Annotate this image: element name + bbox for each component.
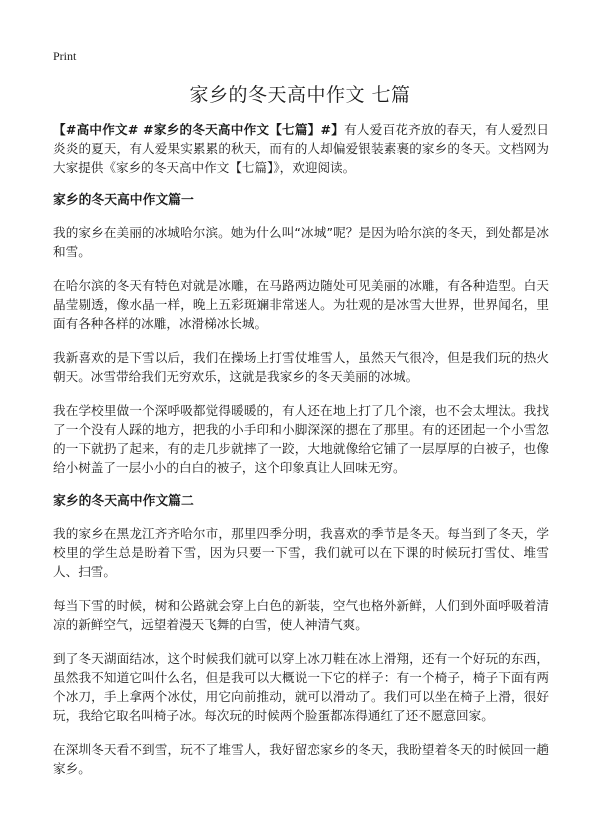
intro-paragraph bbox=[53, 120, 549, 177]
article-body bbox=[53, 120, 549, 793]
paragraph: 我的家乡在美丽的冰城哈尔滨。她为什么叫“冰城”呢？是因为哈尔滨的冬天，到处都是冰和雪。 bbox=[53, 225, 549, 259]
print-link[interactable]: Print bbox=[53, 49, 77, 63]
intro-tag: 【#高中作文# #家乡的冬天高中作文【七篇】#】 bbox=[53, 122, 345, 137]
paragraph: 到了冬天湖面结冰，这个时候我们就可以穿上冰刀鞋在冰上滑翔，还有一个好玩的东西，虽然我不知道它叫什么名，但是我可以大概说一下它的样子：有一个椅子，椅子下面有两个冰刀，手上拿两个冰仗，用它向前推动，就可以滑动了。我们可以坐在椅子上滑，很好玩，我给它取名叫椅子冰。每次玩的时候两个脸蛋都冻得通红了还不愿意回家。 bbox=[53, 651, 549, 723]
paragraph: 在深圳冬天看不到雪，玩不了堆雪人，我好留恋家乡的冬天，我盼望着冬天的时候回一趟家乡。 bbox=[53, 742, 549, 776]
section-heading-1: 家乡的冬天高中作文篇一 bbox=[53, 193, 194, 208]
paragraph: 我新喜欢的是下雪以后，我们在操场上打雪仗堆雪人，虽然天气很冷，但是我们玩的热火朝天。冰雪带给我们无穷欢乐，这就是我家乡的冬天美丽的冰城。 bbox=[53, 350, 549, 384]
paragraph: 在哈尔滨的冬天有特色对就是冰雕，在马路两边随处可见美丽的冰雕，有各种造型。白天晶莹剔透，像水晶一样，晚上五彩斑斓非常迷人。为壮观的是冰雪大世界，世界闻名，里面有各种各样的冰雕，冰滑梯冰长城。 bbox=[53, 278, 549, 331]
intro-text: 有人爱百花齐放的春天，有人爱烈日炎炎的夏天，有人爱果实累累的秋天，而有的人却偏爱银装素裹的家乡的冬天。文档网为大家提供《家乡的冬天高中作文【七篇】》，欢迎阅读。 bbox=[53, 122, 550, 175]
section-heading-2: 家乡的冬天高中作文篇二 bbox=[53, 494, 194, 509]
paragraph: 我在学校里做一个深呼吸都觉得暖暖的，有人还在地上打了几个滚，也不会太埋汰。我找了一个没有人踩的地方，把我的小手印和小脚深深的摁在了那里。有的还团起一个小雪忽的一下就扔了起来，有的走几步就摔了一跤，大地就像给它铺了一层厚厚的白被子，也像给小树盖了一层小小的白白的被子，这个印象真让人回味无穷。 bbox=[53, 403, 549, 475]
page-title: 家乡的冬天高中作文 七篇 bbox=[189, 84, 411, 106]
paragraph: 我的家乡在黑龙江齐齐哈尔市，那里四季分明，我喜欢的季节是冬天。每当到了冬天，学校里的学生总是盼着下雪，因为只要一下雪，我们就可以在下课的时候玩打雪仗、堆雪人、扫雪。 bbox=[53, 526, 549, 579]
paragraph: 每当下雪的时候，树和公路就会穿上白色的新装，空气也格外新鲜，人们到外面呼吸着清凉的新鲜空气，远望着漫天飞舞的白雪，使人神清气爽。 bbox=[53, 598, 549, 632]
